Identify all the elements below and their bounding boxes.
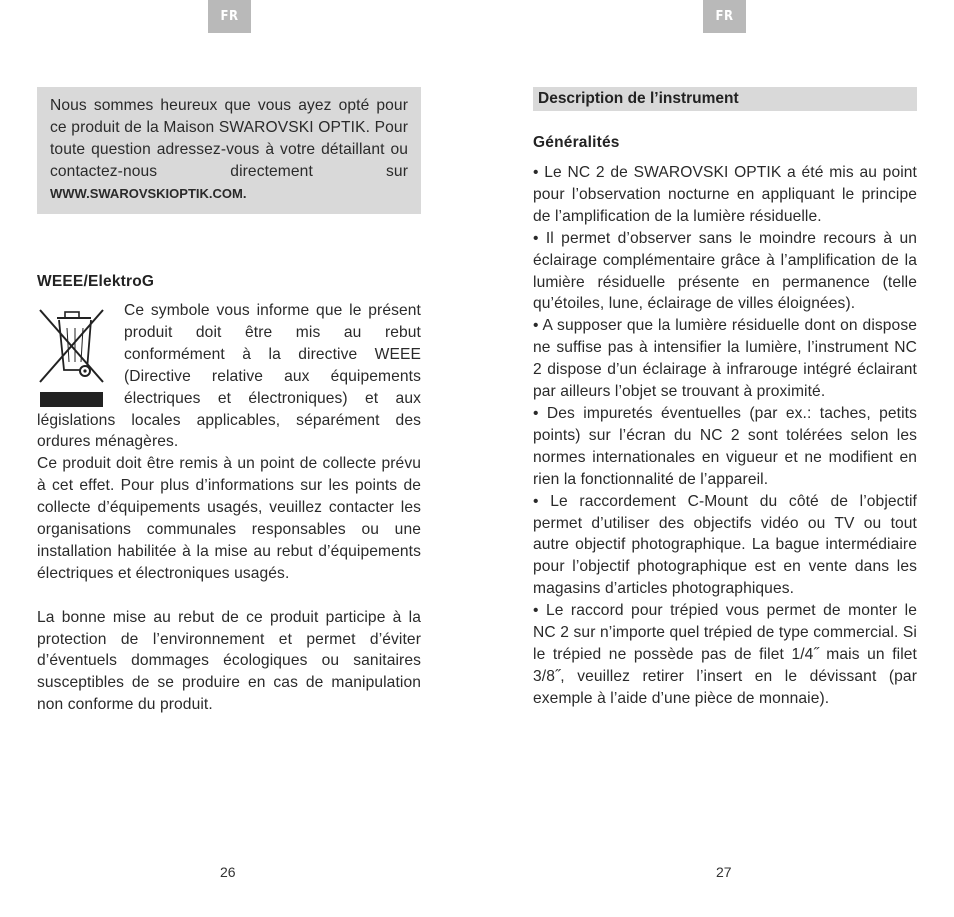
intro-paragraph xyxy=(50,95,408,205)
crossed-out-wheelie-bin-icon xyxy=(37,304,109,409)
bullet-item: • Le raccord pour trépied vous permet de monter le NC 2 sur n’importe quel trépied de type commercial. Si le trépied ne possède pas de filet 1/4˝ mais un filet 3/8˝, veuillez retirer l’insert en le dévissant (par exemple à l’aide d’une pièce de monnaie). xyxy=(533,602,917,707)
right-page xyxy=(477,0,954,917)
website-link[interactable]: WWW.SWAROVSKIOPTIK.COM. xyxy=(50,185,247,201)
page-number: 27 xyxy=(716,864,732,880)
intro-text: Nous sommes heureux que vous ayez opté pour ce produit de la Maison SWAROVSKI OPTIK. Pour toute question adressez-vous à votre détaillant ou contactez-nous directement sur xyxy=(50,97,408,180)
page-number: 26 xyxy=(220,864,236,880)
bullet-item: • Il permet d’observer sans le moindre recours à un éclairage complémentaire grâce à l’amplification de la lumière résiduelle présente en permanence (telle qu’étoiles, lune, éclairage de villes éloignées). xyxy=(533,229,917,313)
bullet-item: • Le NC 2 de SWAROVSKI OPTIK a été mis au point pour l’observation nocturne en appliquant le principe de l’amplification de la lumière résiduelle. xyxy=(533,164,917,225)
bullet-list xyxy=(533,162,917,710)
bullet-item: • Des impuretés éventuelles (par ex.: taches, petits points) sur l’écran du NC 2 sont tolérées selon les normes internationales en vigueur et ne modifient en rien la fonctionnalité de l’appareil. xyxy=(533,404,917,488)
language-tab: FR xyxy=(208,0,251,33)
weee-heading: WEEE/ElektroG xyxy=(37,273,155,290)
subheading-generalites: Généralités xyxy=(533,134,620,151)
bullet-item: • A supposer que la lumière résiduelle dont on dispose ne suffise pas à intensifier la lumière, l’instrument NC 2 dispose d’un éclairage à infrarouge intégré éclairant par ailleurs l’objet se trouvant à proximité. xyxy=(533,317,917,401)
section-title: Description de l’instrument xyxy=(533,87,917,111)
weee-section xyxy=(37,300,421,716)
intro-box xyxy=(37,87,421,214)
weee-paragraph-3: La bonne mise au rebut de ce produit participe à la protection de l’environnement et permet d’éviter d’éventuels dommages écologiques ou sanitaires susceptibles de se produire en cas de manipulation non conforme du produit. xyxy=(37,608,421,714)
weee-paragraph-2: Ce produit doit être remis à un point de collecte prévu à cet effet. Pour plus d’informations sur les points de collecte d’équipements usagés, veuillez contacter les organisations communales responsables ou une installation habilitée à la mise au rebut d’équipements électriques et électroniques usagés. xyxy=(37,455,421,582)
weee-paragraph-1: Ce symbole vous informe que le présent produit doit être mis au rebut conformément à la directive WEEE (Directive relative aux équipements électriques et électroniques) et aux législations locales applicables, séparément des ordures ménagères. xyxy=(37,302,421,451)
bullet-item: • Le raccordement C-Mount du côté de l’objectif permet d’utiliser des objectifs vidéo ou TV ou tout autre objectif photographique. La bague intermédiaire pour l’objectif photographique est en vente dans les magasins d’articles photographiques. xyxy=(533,492,917,598)
language-tab: FR xyxy=(703,0,746,33)
